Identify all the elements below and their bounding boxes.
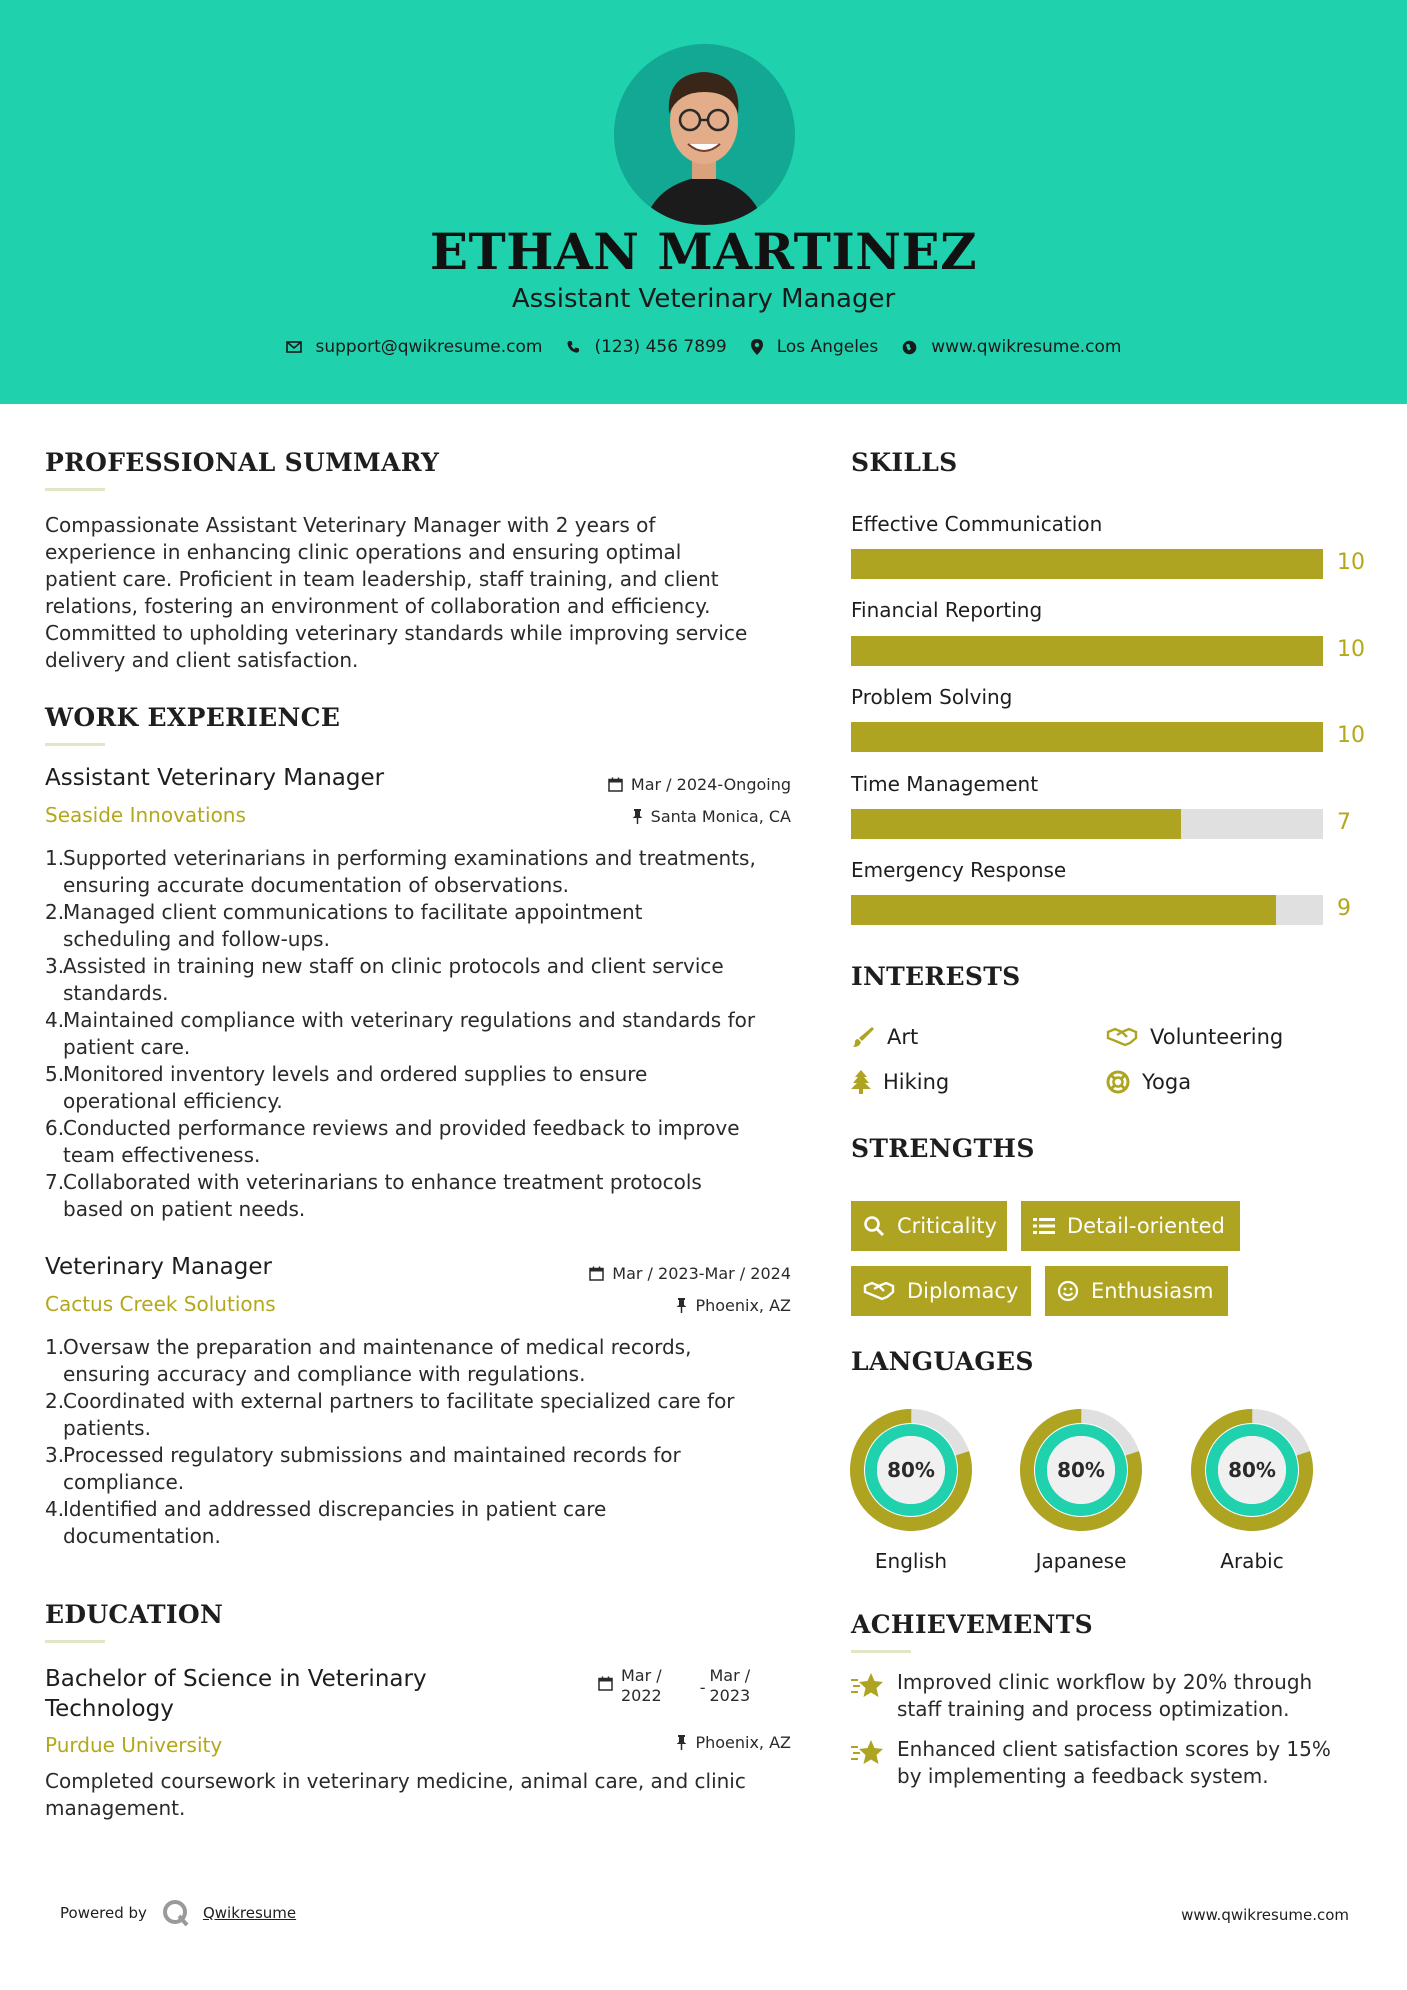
language-item <box>1187 1405 1317 1573</box>
job-date-text: Mar / 2024-Ongoing <box>630 775 791 794</box>
achievements-heading: ACHIEVEMENTS <box>851 1610 1093 1639</box>
skill-value: 7 <box>1337 810 1351 835</box>
language-item <box>846 1405 976 1573</box>
list-item: 1. Oversaw the preparation and maintenance of medical records, ensuring accuracy and compliance with regulations. <box>45 1335 692 1386</box>
job-title: Assistant Veterinary Manager <box>45 765 385 791</box>
interest-item: Hiking <box>851 1070 949 1094</box>
list-item: 6. Conducted performance reviews and provided feedback to improve team effectiveness. <box>45 1116 740 1167</box>
job-title: Veterinary Manager <box>45 1254 272 1280</box>
handshake-icon <box>1106 1026 1138 1048</box>
skill-bar-fill <box>851 636 1323 666</box>
education-divider <box>45 1640 105 1643</box>
skill-bar <box>851 895 1323 925</box>
summary-line: Committed to upholding veterinary standards while improving service <box>45 621 748 645</box>
interest-item: Art <box>851 1025 918 1049</box>
summary-line: patient care. Proficient in team leadership, staff training, and client <box>45 567 719 591</box>
skill-value: 9 <box>1337 896 1351 921</box>
strength-badge: Enthusiasm <box>1045 1266 1228 1316</box>
skill-bar-fill <box>851 809 1181 839</box>
profile-photo <box>614 44 795 225</box>
handshake-icon <box>863 1280 895 1302</box>
job-date <box>500 1264 791 1283</box>
pushpin-icon <box>676 1298 687 1313</box>
footer-powered-by: Powered by Qwikresume <box>60 1898 296 1928</box>
calendar-icon <box>608 777 623 792</box>
education-location <box>500 1733 791 1752</box>
list-item: 4. Identified and addressed discrepancies in patient care documentation. <box>45 1497 607 1548</box>
pushpin-icon <box>632 809 643 824</box>
globe-icon <box>902 340 917 355</box>
language-ring <box>1016 1405 1146 1535</box>
paintbrush-icon <box>851 1025 875 1049</box>
tree-icon <box>851 1070 871 1094</box>
list-icon <box>1033 1217 1055 1235</box>
smile-icon <box>1057 1280 1079 1302</box>
job-location-text: Phoenix, AZ <box>695 1296 791 1315</box>
job-responsibilities <box>45 845 805 1223</box>
language-name: English <box>874 1549 948 1573</box>
job-responsibilities <box>45 1334 805 1550</box>
job-location <box>500 1296 791 1315</box>
candidate-title: Assistant Veterinary Manager <box>511 284 896 314</box>
summary-line: relations, fostering an environment of collaboration and efficiency. <box>45 594 711 618</box>
skill-name: Financial Reporting <box>851 598 1043 622</box>
language-ring <box>1187 1405 1317 1535</box>
job-date-text: Mar / 2023-Mar / 2024 <box>612 1264 791 1283</box>
language-percent: 80% <box>887 1458 935 1482</box>
language-name: Arabic <box>1220 1549 1284 1573</box>
job-date <box>500 775 791 794</box>
company-name: Cactus Creek Solutions <box>45 1292 276 1316</box>
education-dates <box>598 1666 750 1706</box>
strength-badge: Criticality <box>851 1201 1007 1251</box>
list-item: 3. Assisted in training new staff on clinic protocols and client service standards. <box>45 954 724 1005</box>
envelope-icon <box>286 340 302 354</box>
star-icon <box>851 1671 885 1701</box>
candidate-name: ETHAN MARTINEZ <box>429 222 978 281</box>
experience-heading: WORK EXPERIENCE <box>45 703 341 732</box>
calendar-icon <box>589 1266 604 1281</box>
education-location-text: Phoenix, AZ <box>695 1733 791 1752</box>
date-separator: - <box>699 1678 706 1697</box>
skills-heading: SKILLS <box>851 448 958 477</box>
degree-title <box>45 1664 427 1724</box>
job-location <box>500 807 791 826</box>
skill-bar-fill <box>851 549 1323 579</box>
interest-item: Yoga <box>1106 1070 1191 1094</box>
language-percent: 80% <box>1228 1458 1276 1482</box>
skill-value: 10 <box>1337 723 1365 748</box>
list-item: 1. Supported veterinarians in performing examinations and treatments, ensuring accurate documentation of observations. <box>45 846 756 897</box>
skill-bar-fill <box>851 895 1276 925</box>
summary-line: Compassionate Assistant Veterinary Manager with 2 years of <box>45 513 656 537</box>
school-name: Purdue University <box>45 1733 223 1757</box>
location-text: Los Angeles <box>776 337 879 357</box>
skill-bar-fill <box>851 722 1323 752</box>
degree-line: Technology <box>45 1696 174 1722</box>
strength-badge: Detail-oriented <box>1021 1201 1240 1251</box>
strength-badge: Diplomacy <box>851 1266 1031 1316</box>
website-text[interactable]: www.qwikresume.com <box>931 337 1122 357</box>
skill-name: Problem Solving <box>851 685 1013 709</box>
lifering-icon <box>1106 1070 1130 1094</box>
language-percent: 80% <box>1057 1458 1105 1482</box>
qwikresume-link[interactable]: Qwikresume <box>202 1904 297 1922</box>
achievement-item: Enhanced client satisfaction scores by 15% by implementing a feedback system. <box>851 1736 1331 1790</box>
education-start: Mar / 2022 <box>621 1666 662 1705</box>
education-end: Mar / 2023 <box>709 1666 751 1705</box>
achievements-divider <box>851 1650 911 1653</box>
skill-name: Emergency Response <box>851 858 1067 882</box>
summary-heading: PROFESSIONAL SUMMARY <box>45 448 440 477</box>
search-icon <box>863 1215 885 1237</box>
achievement-item: Improved clinic workflow by 20% through staff training and process optimization. <box>851 1669 1312 1723</box>
degree-line: Bachelor of Science in Veterinary <box>45 1666 427 1692</box>
phone-text[interactable]: (123) 456 7899 <box>594 337 727 357</box>
language-item <box>1016 1405 1146 1573</box>
contact-phone[interactable] <box>566 337 726 357</box>
skill-bar <box>851 549 1323 579</box>
qwikresume-logo-icon <box>161 1898 191 1928</box>
skill-value: 10 <box>1337 550 1365 575</box>
list-item: 4. Maintained compliance with veterinary regulations and standards for patient care. <box>45 1008 756 1059</box>
footer-website[interactable]: www.qwikresume.com <box>1181 1906 1349 1924</box>
contact-email[interactable] <box>286 337 543 357</box>
phone-icon <box>566 340 580 354</box>
list-item: 2. Managed client communications to facilitate appointment scheduling and follow-ups. <box>45 900 643 951</box>
languages-heading: LANGUAGES <box>851 1347 1034 1376</box>
skill-bar <box>851 722 1323 752</box>
list-item: 7. Collaborated with veterinarians to enhance treatment protocols based on patient needs. <box>45 1170 702 1221</box>
education-description: Completed coursework in veterinary medicine, animal care, and clinic management. <box>45 1769 746 1820</box>
list-item: 3. Processed regulatory submissions and maintained records for compliance. <box>45 1443 681 1494</box>
skill-value: 10 <box>1337 637 1365 662</box>
interests-heading: INTERESTS <box>851 962 1021 991</box>
list-item: 2. Coordinated with external partners to facilitate specialized care for patients. <box>45 1389 735 1440</box>
summary-text <box>45 512 747 674</box>
email-text[interactable]: support@qwikresume.com <box>315 337 543 357</box>
job-location-text: Santa Monica, CA <box>650 807 791 826</box>
contact-location <box>751 337 879 357</box>
contact-website[interactable] <box>902 337 1121 357</box>
summary-line: delivery and client satisfaction. <box>45 648 359 672</box>
language-name: Japanese <box>1035 1549 1127 1573</box>
list-item: 5. Monitored inventory levels and ordered supplies to ensure operational efficiency. <box>45 1062 648 1113</box>
experience-divider <box>45 743 105 746</box>
calendar-icon <box>598 1676 613 1691</box>
pushpin-icon <box>676 1735 687 1750</box>
interest-item: Volunteering <box>1106 1025 1283 1049</box>
skill-name: Time Management <box>851 772 1039 796</box>
star-icon <box>851 1738 885 1768</box>
skill-name: Effective Communication <box>851 512 1103 536</box>
strengths-heading: STRENGTHS <box>851 1134 1035 1163</box>
language-ring <box>846 1405 976 1535</box>
contact-bar <box>0 337 1407 357</box>
company-name: Seaside Innovations <box>45 803 246 827</box>
summary-line: experience in enhancing clinic operations and ensuring optimal <box>45 540 682 564</box>
summary-divider <box>45 488 105 491</box>
map-pin-icon <box>751 339 763 355</box>
skill-bar <box>851 636 1323 666</box>
skill-bar <box>851 809 1323 839</box>
education-heading: EDUCATION <box>45 1600 224 1629</box>
resume-header <box>0 0 1407 404</box>
